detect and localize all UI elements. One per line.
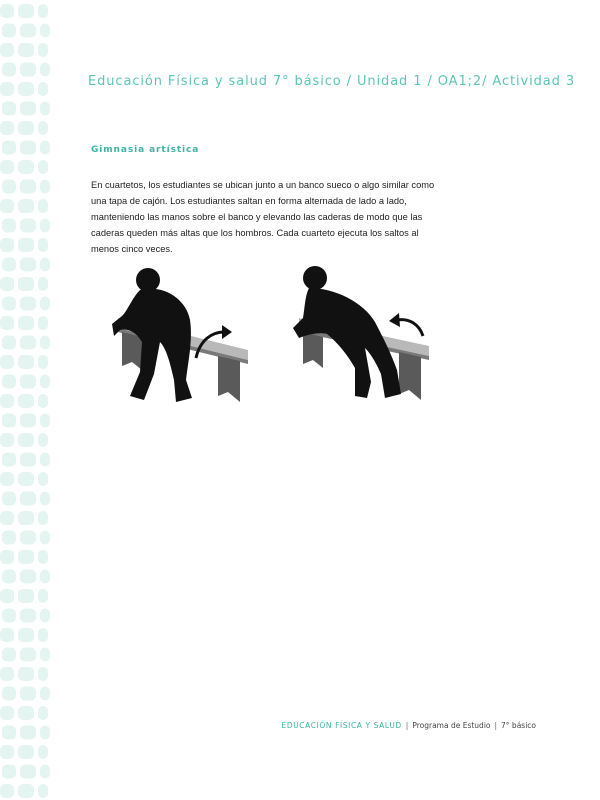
strip-cell: [38, 121, 48, 135]
strip-cell: [20, 453, 36, 467]
strip-cell: [40, 765, 50, 779]
strip-cell: [38, 316, 48, 330]
strip-cell: [2, 531, 16, 545]
strip-cell: [2, 180, 16, 194]
strip-cell: [18, 4, 34, 18]
strip-cell: [2, 375, 16, 389]
strip-cell: [40, 531, 50, 545]
strip-cell: [0, 706, 14, 720]
strip-cell: [2, 726, 16, 740]
strip-cell: [20, 609, 36, 623]
footer-subject: EDUCACIÓN FÍSICA Y SALUD: [281, 721, 402, 730]
strip-cell: [40, 63, 50, 77]
page-footer: [281, 721, 536, 730]
strip-cell: [40, 24, 50, 38]
strip-cell: [38, 628, 48, 642]
strip-cell: [38, 43, 48, 57]
strip-cell: [18, 277, 34, 291]
strip-cell: [38, 160, 48, 174]
strip-cell: [0, 745, 14, 759]
strip-cell: [18, 628, 34, 642]
strip-cell: [40, 726, 50, 740]
strip-cell: [38, 355, 48, 369]
strip-cell: [0, 82, 14, 96]
strip-cell: [40, 687, 50, 701]
strip-cell: [40, 570, 50, 584]
page-header-breadcrumb: Educación Física y salud 7° básico / Unidad 1 / OA1;2/ Actividad 3: [88, 74, 575, 89]
strip-cell: [18, 43, 34, 57]
strip-cell: [18, 238, 34, 252]
strip-cell: [38, 706, 48, 720]
strip-cell: [0, 589, 14, 603]
strip-cell: [38, 199, 48, 213]
strip-cell: [20, 414, 36, 428]
strip-cell: [38, 433, 48, 447]
strip-cell: [38, 238, 48, 252]
strip-cell: [40, 102, 50, 116]
activity-description: En cuartetos, los estudiantes se ubican junto a un banco sueco o algo similar como una tapa de cajón. Los estudiantes saltan en forma alternada de lado a lado, manteniendo las manos sobre el banco y elevando las caderas de modo que las caderas queden más altas que los hombros. Cada cuarteto ejecuta los saltos al menos cinco veces.: [91, 180, 435, 254]
footer-separator: |: [405, 721, 409, 730]
strip-cell: [18, 82, 34, 96]
student-bench-jump-right-icon: [100, 262, 255, 412]
strip-cell: [0, 199, 14, 213]
strip-cell: [18, 355, 34, 369]
strip-cell: [40, 258, 50, 272]
strip-cell: [2, 336, 16, 350]
strip-cell: [20, 765, 36, 779]
strip-cell: [18, 394, 34, 408]
strip-cell: [2, 102, 16, 116]
strip-cell: [40, 453, 50, 467]
strip-cell: [2, 297, 16, 311]
strip-cell: [2, 453, 16, 467]
strip-cell: [40, 297, 50, 311]
footer-separator-2: |: [494, 721, 498, 730]
strip-cell: [20, 63, 36, 77]
strip-cell: [20, 297, 36, 311]
strip-cell: [20, 258, 36, 272]
strip-cell: [40, 180, 50, 194]
strip-cell: [38, 550, 48, 564]
strip-cell: [20, 180, 36, 194]
strip-cell: [2, 414, 16, 428]
strip-cell: [20, 141, 36, 155]
strip-cell: [2, 609, 16, 623]
strip-cell: [20, 219, 36, 233]
section-title: Gimnasia artística: [91, 145, 200, 155]
strip-cell: [40, 375, 50, 389]
strip-cell: [0, 4, 14, 18]
strip-cell: [38, 472, 48, 486]
strip-cell: [0, 511, 14, 525]
strip-cell: [38, 82, 48, 96]
strip-cell: [40, 648, 50, 662]
strip-cell: [18, 706, 34, 720]
strip-cell: [20, 492, 36, 506]
strip-cell: [18, 160, 34, 174]
strip-cell: [40, 609, 50, 623]
strip-cell: [0, 394, 14, 408]
strip-cell: [40, 219, 50, 233]
strip-cell: [0, 121, 14, 135]
strip-cell: [38, 394, 48, 408]
decorative-side-strip: [0, 0, 54, 800]
strip-cell: [2, 765, 16, 779]
strip-cell: [0, 43, 14, 57]
strip-cell: [0, 355, 14, 369]
strip-cell: [18, 433, 34, 447]
strip-cell: [0, 316, 14, 330]
strip-cell: [20, 375, 36, 389]
strip-cell: [0, 667, 14, 681]
strip-cell: [2, 141, 16, 155]
strip-cell: [0, 160, 14, 174]
strip-cell: [38, 667, 48, 681]
strip-cell: [0, 472, 14, 486]
strip-cell: [20, 570, 36, 584]
strip-cell: [2, 648, 16, 662]
strip-cell: [0, 784, 14, 798]
strip-cell: [18, 550, 34, 564]
strip-cell: [20, 336, 36, 350]
strip-cell: [2, 687, 16, 701]
strip-cell: [18, 511, 34, 525]
strip-cell: [18, 589, 34, 603]
strip-cell: [18, 316, 34, 330]
strip-cell: [20, 687, 36, 701]
strip-cell: [38, 784, 48, 798]
strip-cell: [0, 277, 14, 291]
strip-cell: [0, 433, 14, 447]
footer-program: Programa de Estudio: [412, 721, 491, 730]
strip-cell: [2, 219, 16, 233]
strip-cell: [0, 238, 14, 252]
strip-cell: [2, 258, 16, 272]
strip-cell: [2, 570, 16, 584]
strip-cell: [2, 492, 16, 506]
strip-cell: [18, 784, 34, 798]
strip-cell: [40, 336, 50, 350]
strip-cell: [40, 141, 50, 155]
strip-cell: [0, 628, 14, 642]
strip-cell: [40, 414, 50, 428]
strip-cell: [38, 511, 48, 525]
strip-cell: [2, 24, 16, 38]
strip-cell: [18, 667, 34, 681]
footer-grade: 7° básico: [501, 721, 536, 730]
strip-cell: [0, 550, 14, 564]
strip-cell: [18, 745, 34, 759]
strip-cell: [18, 121, 34, 135]
strip-cell: [18, 472, 34, 486]
strip-cell: [20, 648, 36, 662]
student-bench-jump-left-icon: [285, 262, 440, 412]
strip-cell: [20, 24, 36, 38]
strip-cell: [40, 492, 50, 506]
strip-cell: [38, 589, 48, 603]
strip-cell: [2, 63, 16, 77]
strip-cell: [20, 531, 36, 545]
strip-cell: [20, 726, 36, 740]
strip-cell: [38, 4, 48, 18]
strip-cell: [20, 102, 36, 116]
strip-cell: [18, 199, 34, 213]
strip-cell: [38, 745, 48, 759]
strip-cell: [38, 277, 48, 291]
